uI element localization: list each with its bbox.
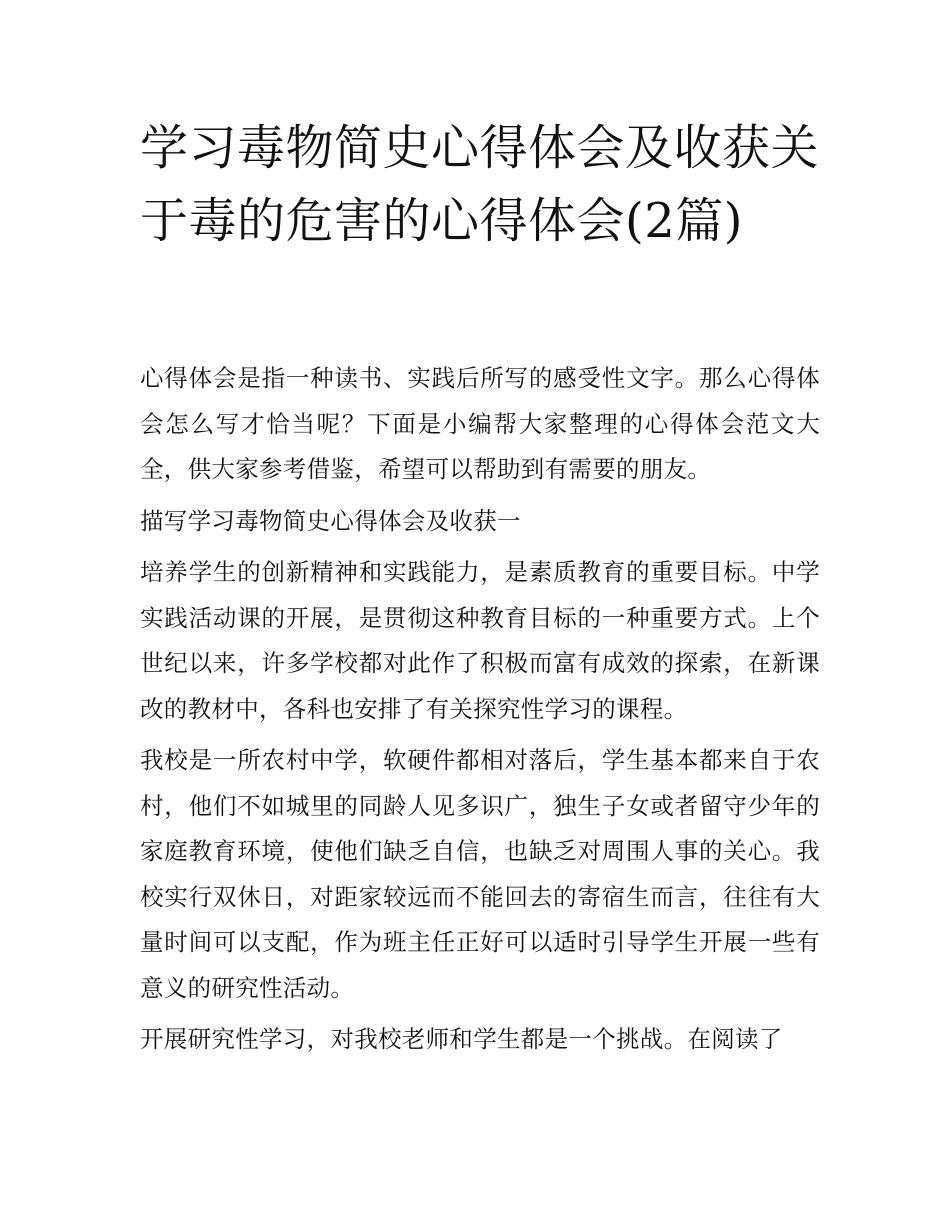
document-title: 学习毒物简史心得体会及收获关于毒的危害的心得体会(2篇) <box>140 120 820 249</box>
body-paragraph: 培养学生的创新精神和实践能力，是素质教育的重要目标。中学实践活动课的开展，是贯彻这种教育目标的一种重要方式。上个世纪以来，许多学校都对此作了积极而富有成效的探索，在新课改的教材中，各科也安排了有关探究性学习的课程。 <box>140 558 820 723</box>
document-body <box>140 356 820 1069</box>
intro-paragraph: 心得体会是指一种读书、实践后所写的感受性文字。那么心得体会怎么写才恰当呢？下面是小编帮大家整理的心得体会范文大全，供大家参考借鉴，希望可以帮助到有需要的朋友。 <box>140 364 820 483</box>
body-paragraph: 我校是一所农村中学，软硬件都相对落后，学生基本都来自于农村，他们不如城里的同龄人见多识广，独生子女或者留守少年的家庭教育环境，使他们缺乏自信，也缺乏对周围人事的关心。我校实行双休日，对距家较远而不能回去的寄宿生而言，往往有大量时间可以支配，作为班主任正好可以适时引导学生开展一些有意义的研究性活动。 <box>140 746 820 1002</box>
section-heading: 描写学习毒物简史心得体会及收获一 <box>140 506 521 535</box>
body-paragraph: 开展研究性学习，对我校老师和学生都是一个挑战。在阅读了 <box>140 1025 783 1053</box>
